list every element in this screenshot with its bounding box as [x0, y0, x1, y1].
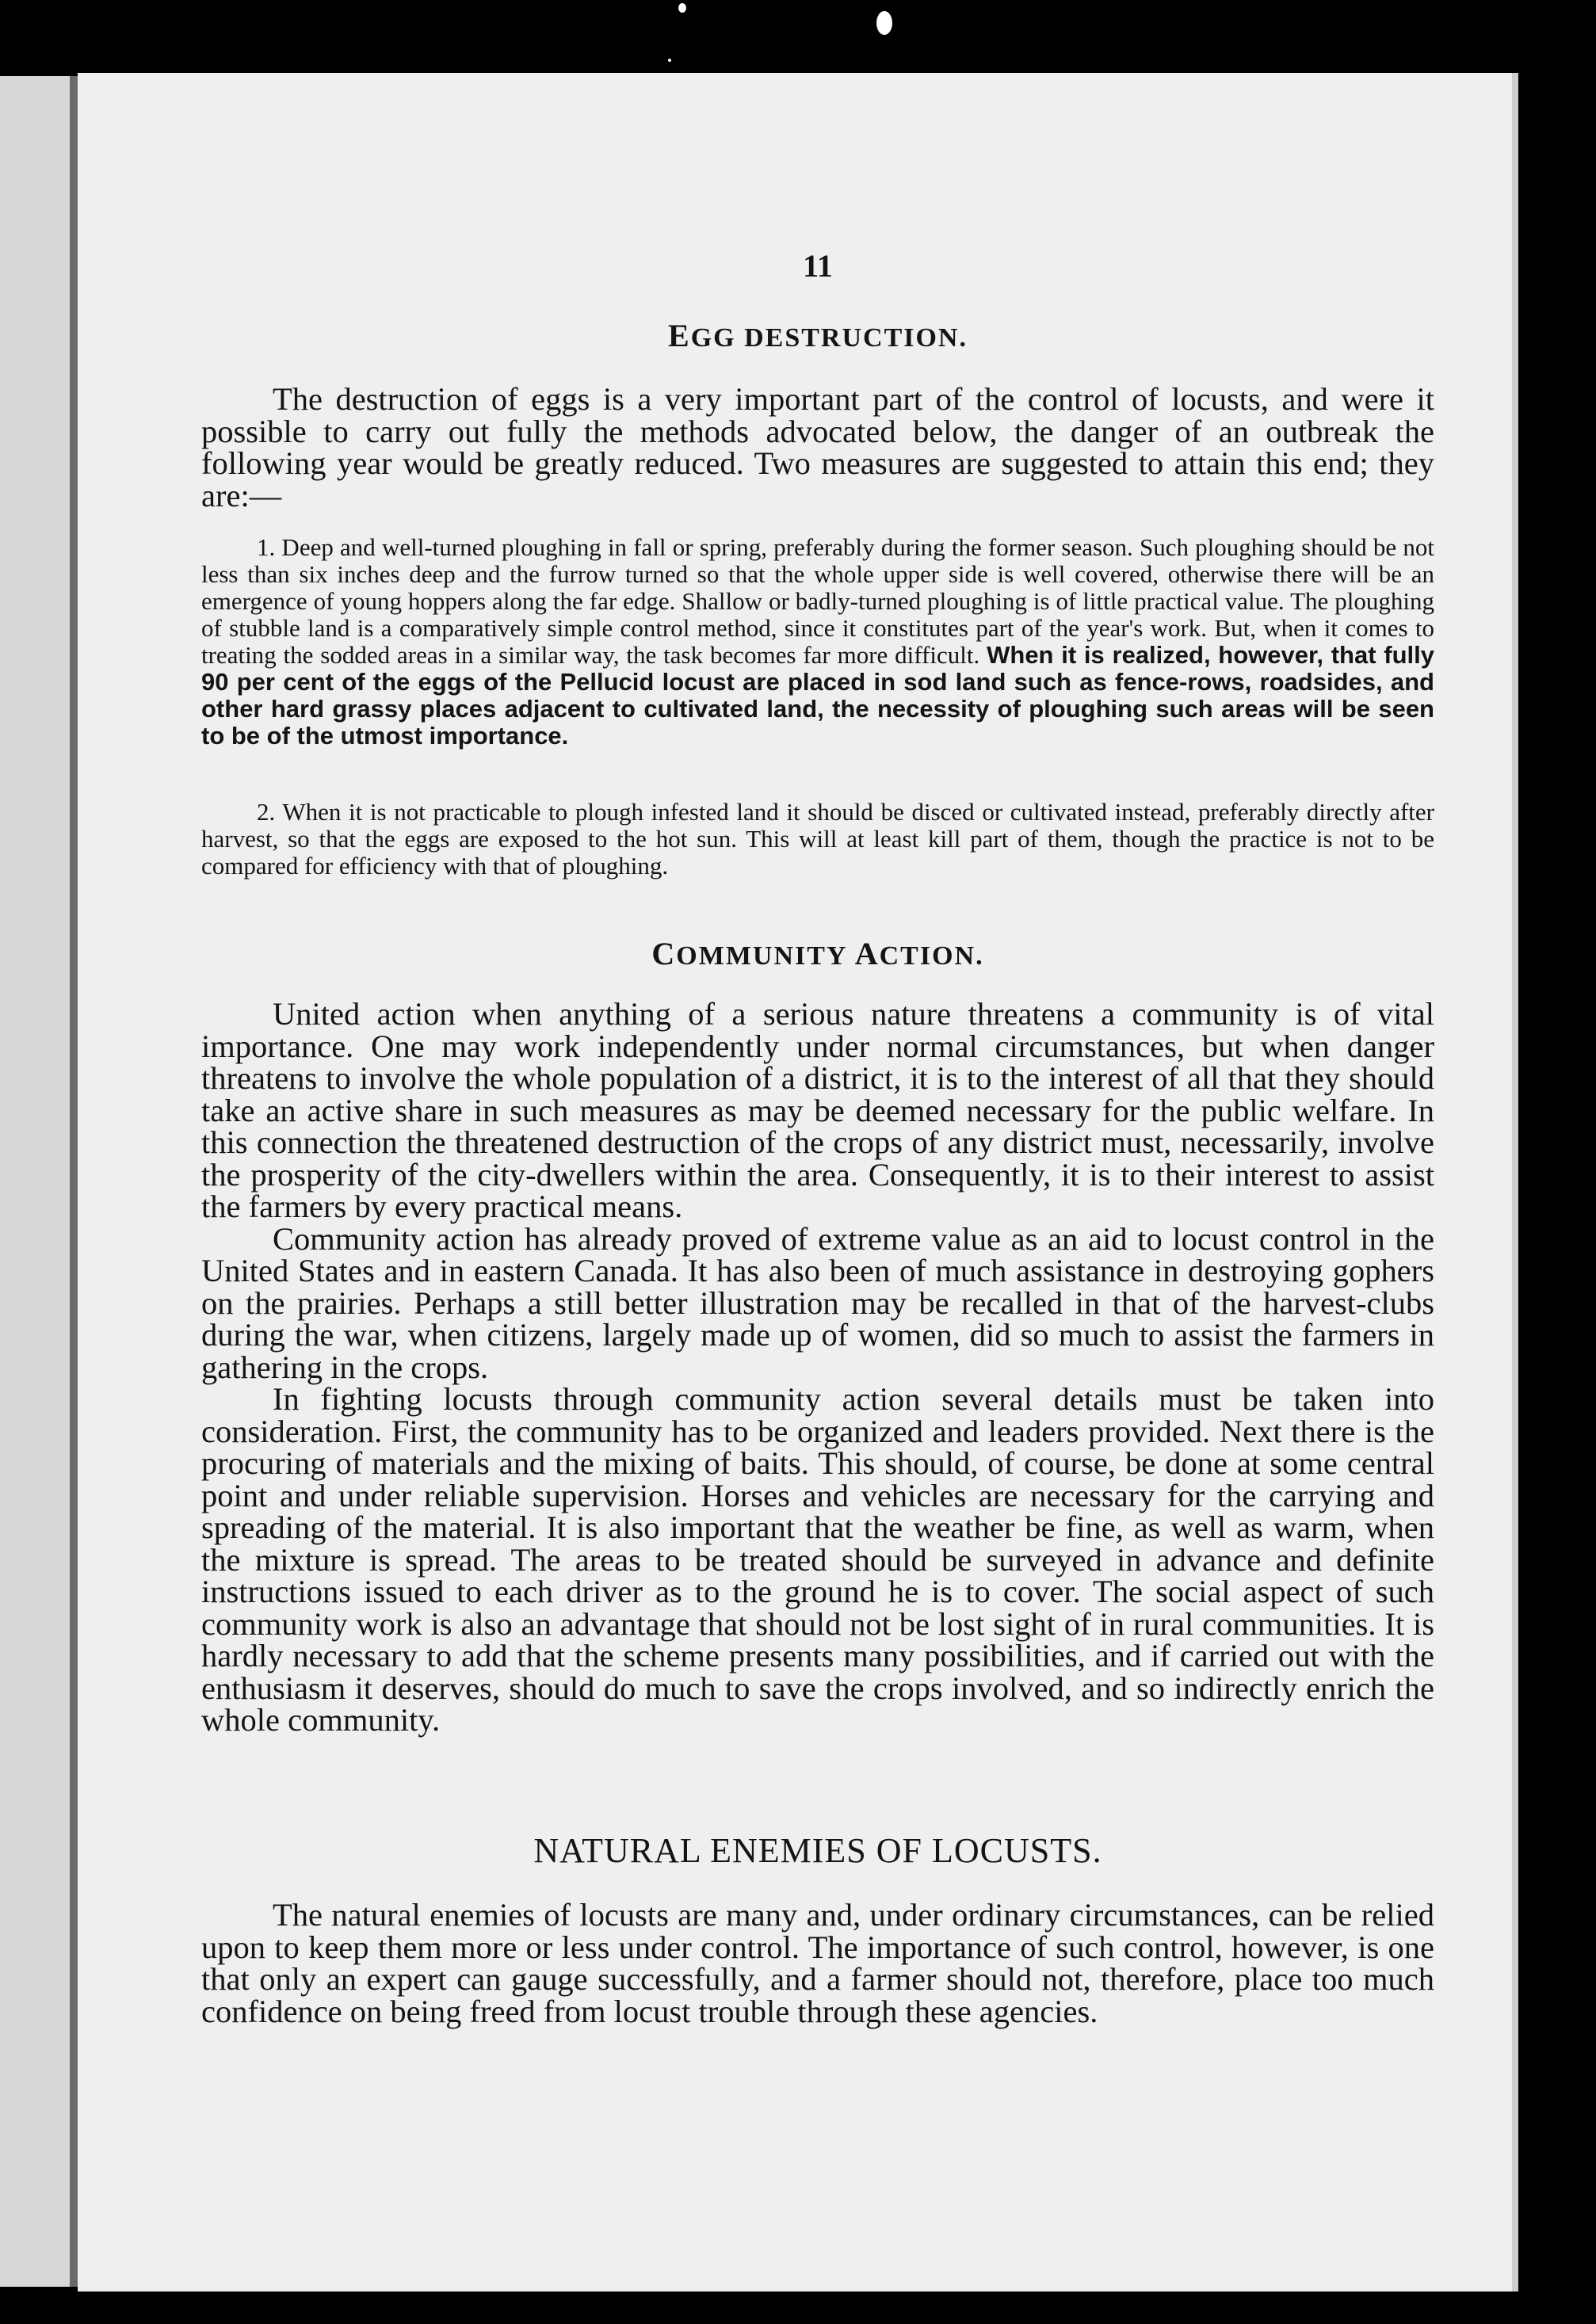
- heading-initial: A: [854, 936, 880, 971]
- community-paragraph-3: In fighting locusts through community action several details must be taken into consideration. First, the community has to be organized and leaders provided. Next there is the procuring of materials and the mixing of baits. This should, of course, be done at some central point and under reliable supervision. Horses and vehicles are necessary for the carrying and spreading of the material. It is also important that the weather be fine, as well as warm, when the mixture is spread. The areas to be treated should be surveyed in advance and definite instructions issued to each driver as to the ground he is to cover. The social aspect of such community work is also an advantage that should not be lost sight of in rural communities. It is hardly necessary to add that the scheme presents many possibilities, and if carried out with the enthusiasm it deserves, should do much to save the crops involved, and so indirectly enrich the whole community.: [201, 1381, 1434, 1738]
- heading-text: OMMUNITY: [676, 941, 855, 971]
- scan-speck: [876, 11, 892, 35]
- community-paragraph-1: United action when anything of a serious nature threatens a community is of vital importance. One may work independently under normal circumstances, but when danger threatens to involve the whole population of a district, it is to the interest of all that they should take an active share in such measures as may be deemed necessary for the public welfare. In this connection the threatened destruction of the crops of any district must, necessarily, involve the prosperity of the city-dwellers within the area. Consequently, it is to their interest to assist the farmers by every practical means.: [201, 996, 1434, 1224]
- egg-measure-1: [201, 534, 1434, 750]
- scan-speck: [678, 3, 686, 13]
- heading-text: GG DESTRUCTION.: [690, 323, 968, 353]
- community-action-heading: [201, 935, 1434, 972]
- community-action-body: [201, 998, 1434, 1737]
- scan-border: [0, 0, 1596, 73]
- egg-destruction-heading: [201, 317, 1434, 354]
- page-gutter: [70, 76, 78, 2287]
- page-number: 11: [803, 248, 833, 284]
- egg-intro-paragraph: [201, 381, 1434, 513]
- paragraph-text: The destruction of eggs is a very important part of the control of locusts, and were it possible to carry out fully the methods advocated below, the danger of an outbreak the following year would be greatly reduced. Two measures are suggested to attain this end; they are:—: [201, 381, 1434, 513]
- natural-enemies-paragraph: [201, 1899, 1434, 2028]
- facing-page-edge: [0, 76, 74, 2287]
- heading-initial: E: [668, 318, 691, 353]
- heading-text: CTION.: [879, 941, 984, 971]
- community-paragraph-2: Community action has already proved of extreme value as an aid to locust control in the United States and in eastern Canada. It has also been of much assistance in destroying gophers on the prairies. Perhaps a still better illustration may be recalled in that of the harvest-clubs during the war, when citizens, largely made up of women, did so much to assist the farmers in gathering in the crops.: [201, 1220, 1434, 1385]
- paragraph-text: The natural enemies of locusts are many and, under ordinary circumstances, can be relied upon to keep them more or less under control. The importance of such control, however, is one that only an expert can gauge successfully, and a farmer should not, therefore, place too much confidence on being freed from locust trouble through these agencies.: [201, 1897, 1434, 2029]
- measure-1-bold-text: When it is realized, however, that fully 90 per cent of the eggs of the Pellucid locust are placed in sod land such as fence-rows, roadsides, and other hard grassy places adjacent to cultivated land, the necessity of ploughing such areas will be seen to be of the utmost importance.: [201, 641, 1435, 750]
- scanned-page: [78, 73, 1512, 2292]
- egg-measure-2: [201, 799, 1434, 880]
- natural-enemies-heading: NATURAL ENEMIES OF LOCUSTS.: [533, 1831, 1102, 1870]
- measure-2-text: 2. When it is not practicable to plough infested land it should be disced or cultivated instead, preferably directly after harvest, so that the eggs are exposed to the hot sun. This will at least kill part of them, though the practice is not to be compared for efficiency with that of ploughing.: [201, 798, 1434, 880]
- scan-speck: [668, 59, 671, 62]
- heading-initial: C: [651, 936, 677, 971]
- measure-1-text: 1. Deep and well-turned ploughing in fall or spring, preferably during the former season. Such ploughing should be not less than six inches deep and the furrow turned so that the whole upper side is well covered, otherwise there will be an emergence of young hoppers along the far edge. Shallow or badly-turned ploughing is of little practical value. The ploughing of stubble land is a comparatively simple control method, since it constitutes part of the year's work. But, when it comes to treating the sodded areas in a similar way, the task becomes far more difficult.: [201, 533, 1434, 669]
